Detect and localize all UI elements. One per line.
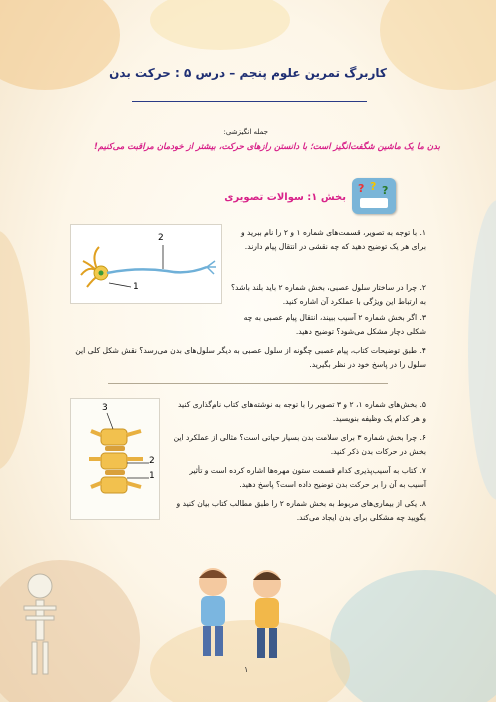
neuron-diagram <box>71 225 221 303</box>
decor-blob-right <box>468 200 496 500</box>
skeleton-illustration <box>10 570 70 680</box>
children-illustration <box>175 560 305 680</box>
question-8: ۸. یکی از بیماری‌های مربوط به بخش شماره ۲ را طبق مطالب کتاب بیان کنید و بگویید چه مشکلی برای بدن ایجاد می‌کند. <box>176 499 426 522</box>
spine-diagram <box>71 399 159 519</box>
question-7: ۷. کتاب به آسیب‌پذیری کدام قسمت ستون مهره‌ها اشاره کرده است و تأثیر آسیب به آن را بر حرکت بدن توضیح داده است؟ پاسخ دهید. <box>189 466 426 489</box>
decor-blob-left <box>0 230 30 470</box>
question-board-icon: ? ? ? <box>352 178 396 214</box>
spine-label-1: 1 <box>149 471 155 481</box>
title-underline <box>132 101 367 102</box>
decor-blob-bottom-right <box>330 570 496 702</box>
question-3: ۳. اگر بخش شماره ۲ آسیب ببیند، انتقال پیام عصبی به چه شکلی دچار مشکل می‌شود؟ توضیح دهید. <box>243 313 426 336</box>
motto-label: جمله انگیزشی: <box>223 128 268 136</box>
question-4: ۴. طبق توضیحات کتاب، پیام عصبی چگونه از سلول عصبی به دیگر سلول‌های بدن می‌رسد؟ نقش شکل کلی این سلول را در پاسخ خود در نظر بگیرید. <box>75 346 426 369</box>
neuron-label-2: 2 <box>158 233 164 243</box>
section-divider <box>108 383 388 384</box>
question-5: ۵. بخش‌های شماره ۱، ۲ و ۳ تصویر را با توجه به نوشته‌های کتاب نام‌گذاری کنید و هر کدام یک وظیفه بنویسید. <box>178 400 426 423</box>
page-number: ۱ <box>244 665 249 674</box>
neuron-label-1: 1 <box>133 282 139 292</box>
motivational-sentence: بدن ما یک ماشین شگفت‌انگیز است؛ با دانستن رازهای حرکت، بیشتر از خودمان مراقبت می‌کنیم! <box>93 142 440 152</box>
question-6: ۶. چرا بخش شماره ۳ برای سلامت بدن بسیار حیاتی است؟ مثالی از عملکرد این بخش در حرکات بدن ذکر کنید. <box>173 433 426 456</box>
question-1: ۱. با توجه به تصویر، قسمت‌های شماره ۱ و ۲ را نام ببرید و برای هر یک توضیح دهید که چه نقشی در انتقال پیام دارند. <box>240 228 426 251</box>
question-2: ۲. چرا در ساختار سلول عصبی، بخش شماره ۲ باید بلند باشد؟ به ارتباط این ویژگی با عملکرد آن اشاره کنید. <box>231 283 426 306</box>
spine-figure <box>70 398 160 520</box>
neuron-figure <box>70 224 222 304</box>
spine-label-3: 3 <box>102 403 108 413</box>
spine-label-2: 2 <box>149 456 155 466</box>
page-title: کاربرگ تمرین علوم پنجم – درس ۵ : حرکت بدن <box>109 66 387 80</box>
decor-blob-top-center <box>150 0 290 50</box>
section-heading: بخش ۱: سوالات تصویری <box>224 192 346 203</box>
